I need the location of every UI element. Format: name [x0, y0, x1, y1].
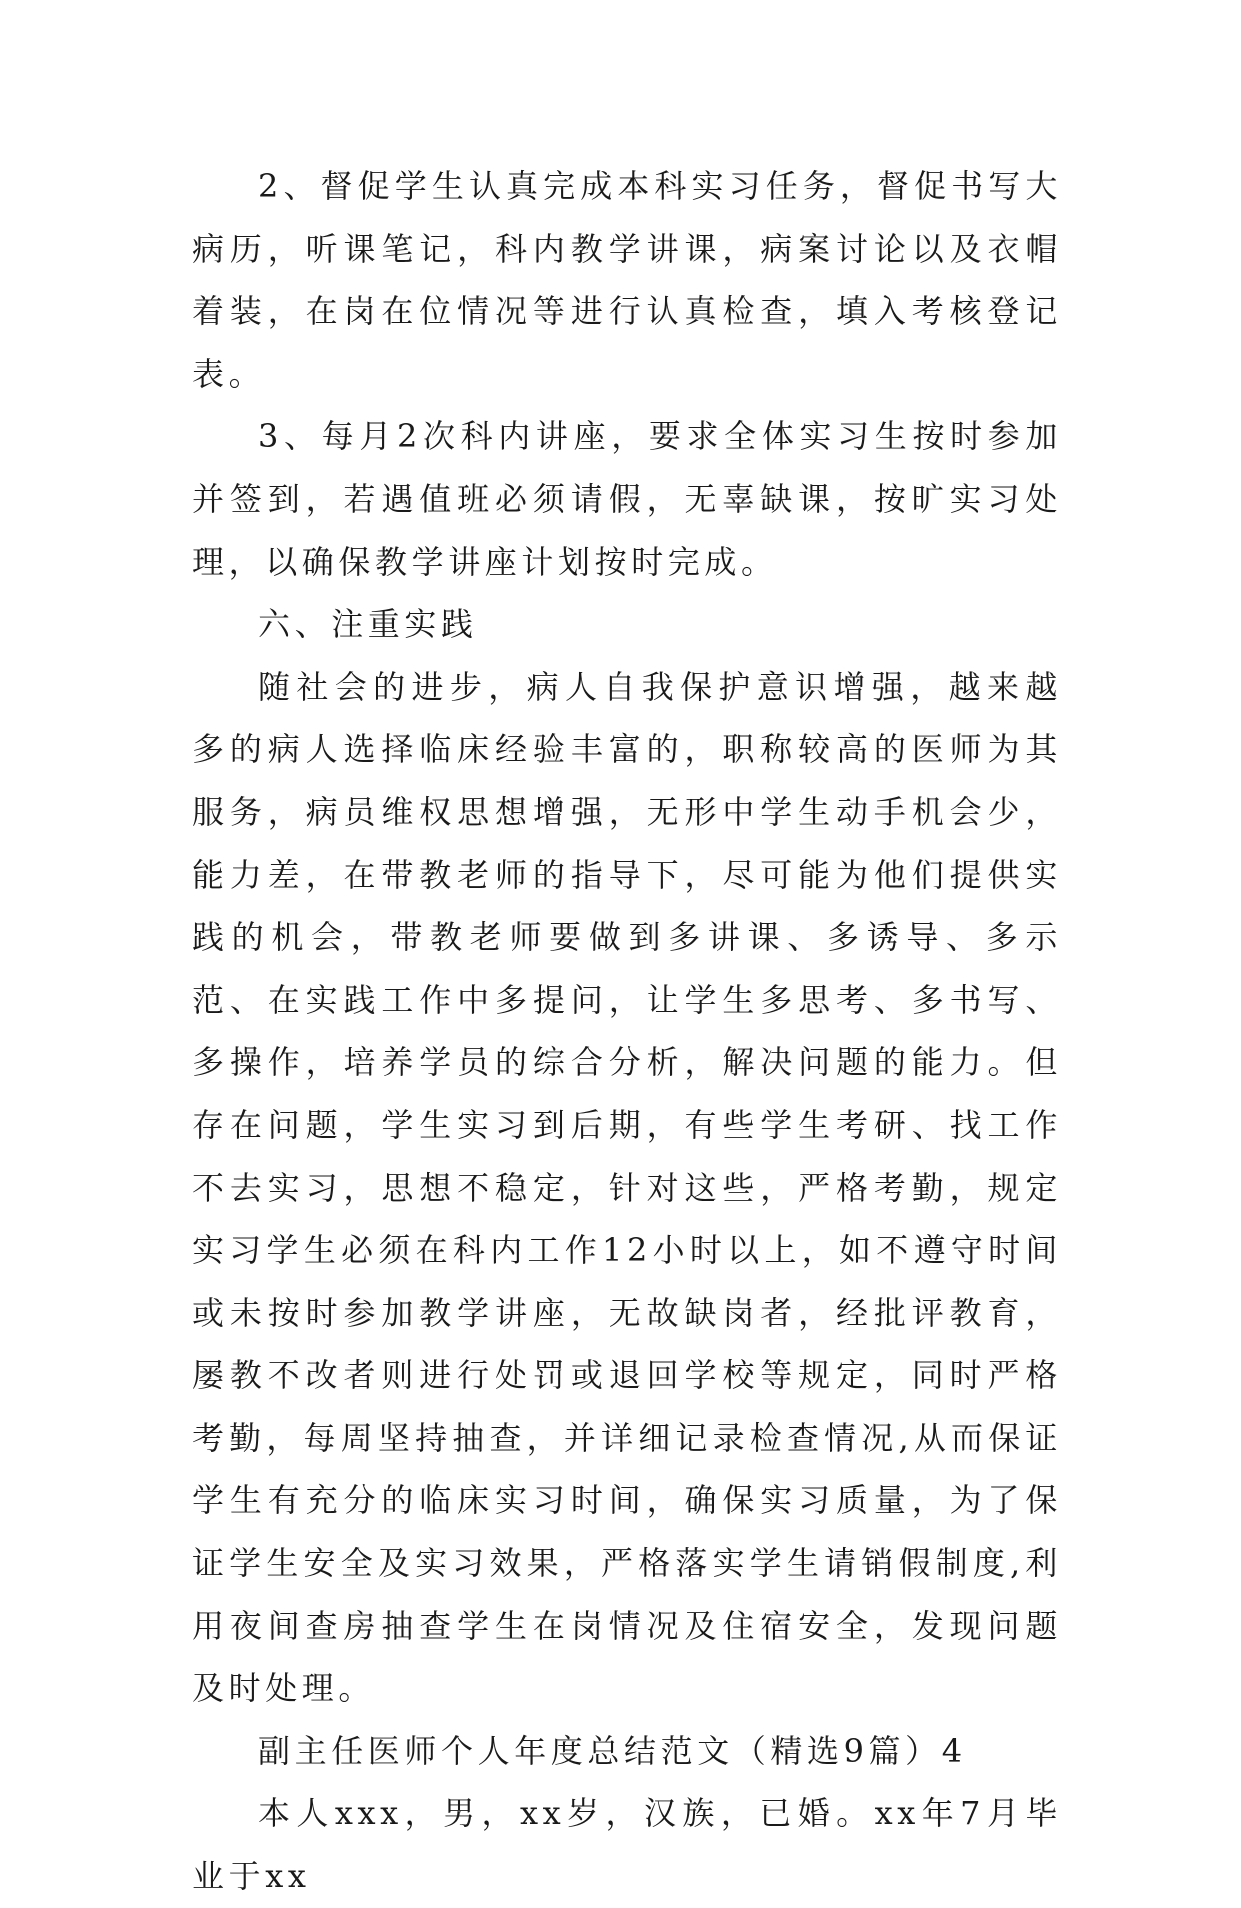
article-title-4: 副主任医师个人年度总结范文（精选9篇）4: [258, 1731, 967, 1770]
paragraph-item-2: 2、督促学生认真完成本科实习任务，督促书写大病历，听课笔记，科内教学讲课，病案讨论以及衣帽着装，在岗在位情况等进行认真检查，填入考核登记表。: [192, 167, 1062, 393]
paragraph-self-intro: 本人xxx，男，xx岁，汉族，已婚。xx年7月毕业于xx: [192, 1794, 1062, 1896]
paragraph-practice-body: 随社会的进步，病人自我保护意识增强，越来越多的病人选择临床经验丰富的，职称较高的医师为其服务，病员维权思想增强，无形中学生动手机会少，能力差，在带教老师的指导下，尽可能为他们提供实践的机会，带教老师要做到多讲课、多诱导、多示范、在实践工作中多提问，让学生多思考、多书写、多操作，培养学员的综合分析，解决问题的能力。但存在问题，学生实习到后期，有些学生考研、找工作不去实习，思想不稳定，针对这些，严格考勤，规定实习学生必须在科内工作12小时以上，如不遵守时间或未按时参加教学讲座，无故缺岗者，经批评教育，屡教不改者则进行处罚或退回学校等规定，同时严格考勤，每周坚持抽查，并详细记录检查情况,从而保证学生有充分的临床实习时间，确保实习质量，为了保证学生安全及实习效果，严格落实学生请销假制度,利用夜间查房抽查学生在岗情况及住宿安全，发现问题及时处理。: [192, 667, 1062, 1708]
section-heading-practice: 六、注重实践: [258, 605, 478, 644]
document-body: [192, 155, 1062, 1908]
paragraph-item-3: 3、每月2次科内讲座，要求全体实习生按时参加并签到，若遇值班必须请假，无辜缺课，按旷实习处理，以确保教学讲座计划按时完成。: [192, 417, 1062, 581]
